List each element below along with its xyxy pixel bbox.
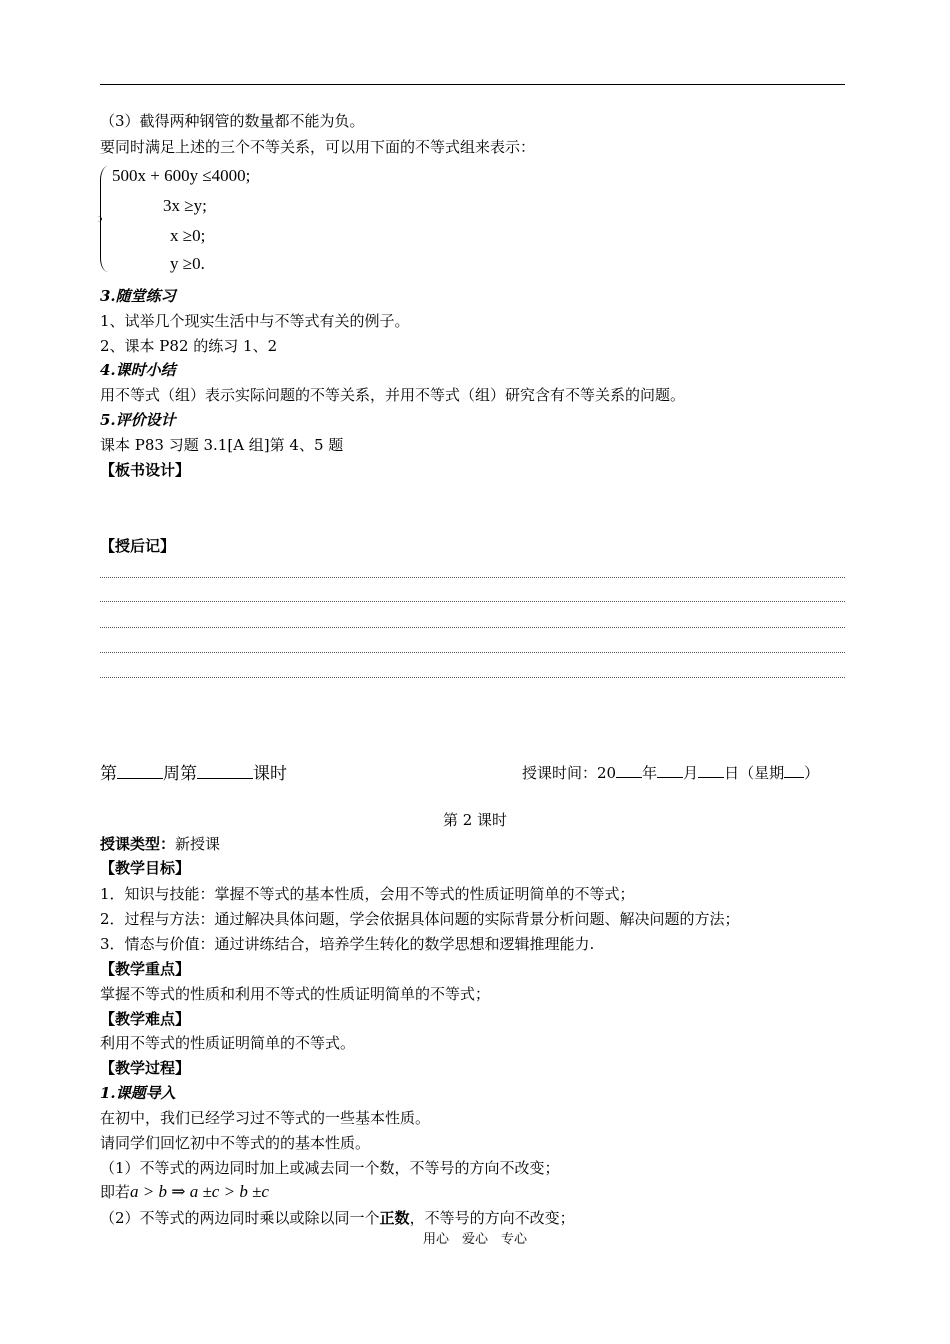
summary-text: 用不等式（组）表示实际问题的不等关系，并用不等式（组）研究含有不等关系的问题。: [100, 386, 686, 404]
section-4-title: 4.课时小结: [100, 361, 176, 379]
practice-item-2: 2、课本 P82 的练习 1、2: [100, 337, 278, 355]
week-suffix: 课时: [253, 764, 287, 784]
evaluation-text: 课本 P83 习题 3.1[A 组]第 4、5 题: [100, 436, 344, 454]
intro-paragraph: 请同学们回忆初中不等式的的基本性质。: [100, 1134, 371, 1152]
lesson-title: 第 2 课时: [442, 811, 508, 829]
note-line: [100, 627, 845, 628]
day-blank: [698, 762, 724, 778]
year-label: 年: [642, 764, 658, 782]
property-2-start: （2）不等式的两边同时乘以或除以同一个: [100, 1209, 380, 1227]
goal-item: 2．过程与方法：通过解决具体问题，学会依据具体问题的实际背景分析问题、解决问题的方法；: [100, 910, 740, 928]
intro-paragraph: 在初中，我们已经学习过不等式的一些基本性质。: [100, 1109, 431, 1127]
key-points-heading: 【教学重点】: [100, 960, 191, 978]
property-2: [100, 1208, 575, 1228]
week-prefix: 第: [100, 764, 117, 784]
period-blank: [197, 763, 253, 779]
note-line: [100, 652, 845, 653]
month-label: 月: [683, 764, 699, 782]
after-class-heading: 【授后记】: [100, 537, 176, 555]
property-2-emphasis: 正数: [379, 1209, 410, 1227]
teaching-time-line: [522, 762, 819, 783]
header-rule: [100, 84, 845, 85]
condition-3: （3）截得两种钢管的数量都不能为负。: [100, 112, 365, 130]
intro-subsection-title: 1.课题导入: [100, 1084, 176, 1102]
inequality-4: y ≥0.: [170, 254, 205, 273]
week-blank: [117, 763, 163, 779]
week-mid: 周第: [163, 764, 197, 784]
board-design-heading: 【板书设计】: [100, 461, 191, 479]
inequality-3: x ≥0;: [170, 226, 206, 245]
property-1: （1）不等式的两边同时加上或减去同一个数，不等号的方向不改变；: [100, 1159, 560, 1177]
inequality-1: 500x + 600y ≤4000;: [112, 166, 251, 185]
system-intro: 要同时满足上述的三个不等关系，可以用下面的不等式组来表示：: [100, 138, 536, 156]
property-2-end: ，不等号的方向不改变；: [409, 1209, 575, 1227]
lesson-type: [100, 834, 220, 854]
weekday-blank: [784, 762, 804, 778]
note-line: [100, 601, 845, 602]
goals-heading: 【教学目标】: [100, 859, 191, 877]
goal-item: 3．情态与价值：通过讲练结合，培养学生转化的数学思想和逻辑推理能力.: [100, 935, 595, 953]
weekday-close: ）: [804, 764, 820, 782]
lesson-type-value: 新授课: [175, 835, 221, 853]
process-heading: 【教学过程】: [100, 1059, 191, 1077]
week-period-line: [100, 759, 287, 784]
note-line: [100, 577, 845, 578]
goal-item: 1．知识与技能：掌握不等式的基本性质，会用不等式的性质证明简单的不等式；: [100, 885, 635, 903]
difficulty-heading: 【教学难点】: [100, 1010, 191, 1028]
key-points-text: 掌握不等式的性质和利用不等式的性质证明简单的不等式；: [100, 985, 491, 1003]
note-line: [100, 677, 845, 678]
teaching-time-label: 授课时间：20: [522, 764, 617, 782]
section-5-title: 5.评价设计: [100, 411, 176, 429]
month-blank: [657, 762, 683, 778]
inequality-2: 3x ≥y;: [163, 196, 207, 215]
practice-item-1: 1、试举几个现实生活中与不等式有关的例子。: [100, 312, 410, 330]
formula: a > b ⇒ a ±c > b ±c: [130, 1182, 269, 1201]
year-blank: [616, 762, 642, 778]
page-footer: 用心 爱心 专心: [422, 1232, 527, 1247]
formula-lead: 即若: [100, 1183, 131, 1201]
section-3-title: 3.随堂练习: [100, 287, 176, 305]
lesson-type-label: 授课类型：: [100, 835, 176, 853]
difficulty-text: 利用不等式的性质证明简单的不等式。: [100, 1034, 356, 1052]
day-label: 日（星期: [724, 764, 785, 782]
property-1-formula: [100, 1182, 269, 1202]
